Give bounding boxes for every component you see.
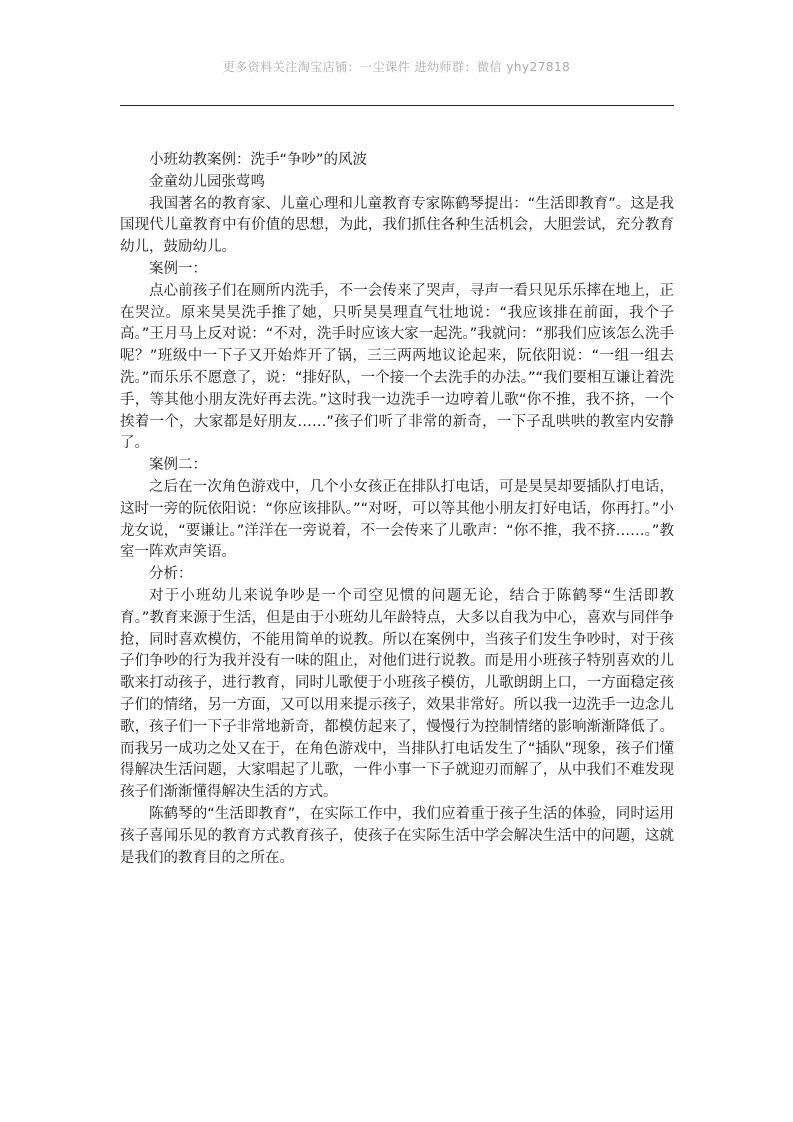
intro-paragraph: 我国著名的教育家、儿童心理和儿童教育专家陈鹤琴提出：“生活即教育”。这是我国现代儿童教育中有价值的思想，为此，我们抓住各种生活机会，大胆尝试，充分教育幼儿，鼓励幼儿。 [120, 195, 674, 256]
analysis-heading: 分析： [149, 566, 193, 583]
article-body [120, 150, 674, 869]
case1-heading: 案例一： [149, 260, 207, 277]
case1-paragraph: 点心前孩子们在厕所内洗手，不一会传来了哭声，寻声一看只见乐乐摔在地上，正在哭泣。原来昊昊洗手推了她，只听昊昊理直气壮地说：“我应该排在前面，我个子高。”王月马上反对说：“不对，洗手时应该大家一起洗。”我就问：“那我们应该怎么洗手呢？”班级中一下子又开始炸开了锅，三三两两地议论起来，阮依阳说：“一组一组去洗。”而乐乐不愿意了，说：“排好队，一个接一个去洗手的办法。”“我们要相互谦让着洗手，等其他小朋友洗好再去洗。”这时我一边洗手一边哼着儿歌“你不推，我不挤，一个挨着一个，大家都是好朋友……”孩子们听了非常的新奇，一下子乱哄哄的教室内安静了。 [120, 282, 674, 452]
case2-paragraph: 之后在一次角色游戏中，几个小女孩正在排队打电话，可是昊昊却要插队打电话，这时一旁的阮依阳说：“你应该排队。”“对呀，可以等其他小朋友打好电话，你再打。”小龙女说，“要谦让。”洋洋在一旁说着，不一会传来了儿歌声：“你不推，我不挤……。”教室一阵欢声笑语。 [120, 478, 674, 561]
case2-heading: 案例二： [149, 457, 207, 474]
header-divider [120, 105, 674, 106]
header-note: 更多资料关注淘宝店铺：一尘课件 进幼师群：微信 yhy27818 [222, 60, 571, 74]
analysis-paragraph: 对于小班幼儿来说争吵是一个司空见惯的问题无论，结合于陈鹤琴“生活即教育。”教育来源于生活，但是由于小班幼儿年龄特点，大多以自我为中心，喜欢与同伴争抢，同时喜欢模仿，不能用简单的说教。所以在案例中，当孩子们发生争吵时，对于孩子们争吵的行为我并没有一味的阻止，对他们进行说教。而是用小班孩子特别喜欢的儿歌来打动孩子，进行教育，同时儿歌便于小班孩子模仿，儿歌朗朗上口，一方面稳定孩子们的情绪，另一方面，又可以用来提示孩子，效果非常好。所以我一边洗手一边念儿歌，孩子们一下子非常地新奇，都模仿起来了，慢慢行为控制情绪的影响渐渐降低了。而我另一成功之处又在于，在角色游戏中，当排队打电话发生了“插队”现象，孩子们懂得解决生活问题，大家唱起了儿歌，一件小事一下子就迎刃而解了，从中我们不难发现孩子们渐渐懂得解决生活的方式。 [120, 587, 674, 801]
article-author: 金童幼儿园张莺鸣 [149, 173, 265, 190]
conclusion-paragraph: 陈鹤琴的“生活即教育”，在实际工作中，我们应着重于孩子生活的体验，同时运用孩子喜闻乐见的教育方式教育孩子，使孩子在实际生活中学会解决生活中的问题，这就是我们的教育目的之所在。 [120, 805, 674, 866]
article-title: 小班幼教案例：洗手“争吵”的风波 [149, 152, 368, 168]
